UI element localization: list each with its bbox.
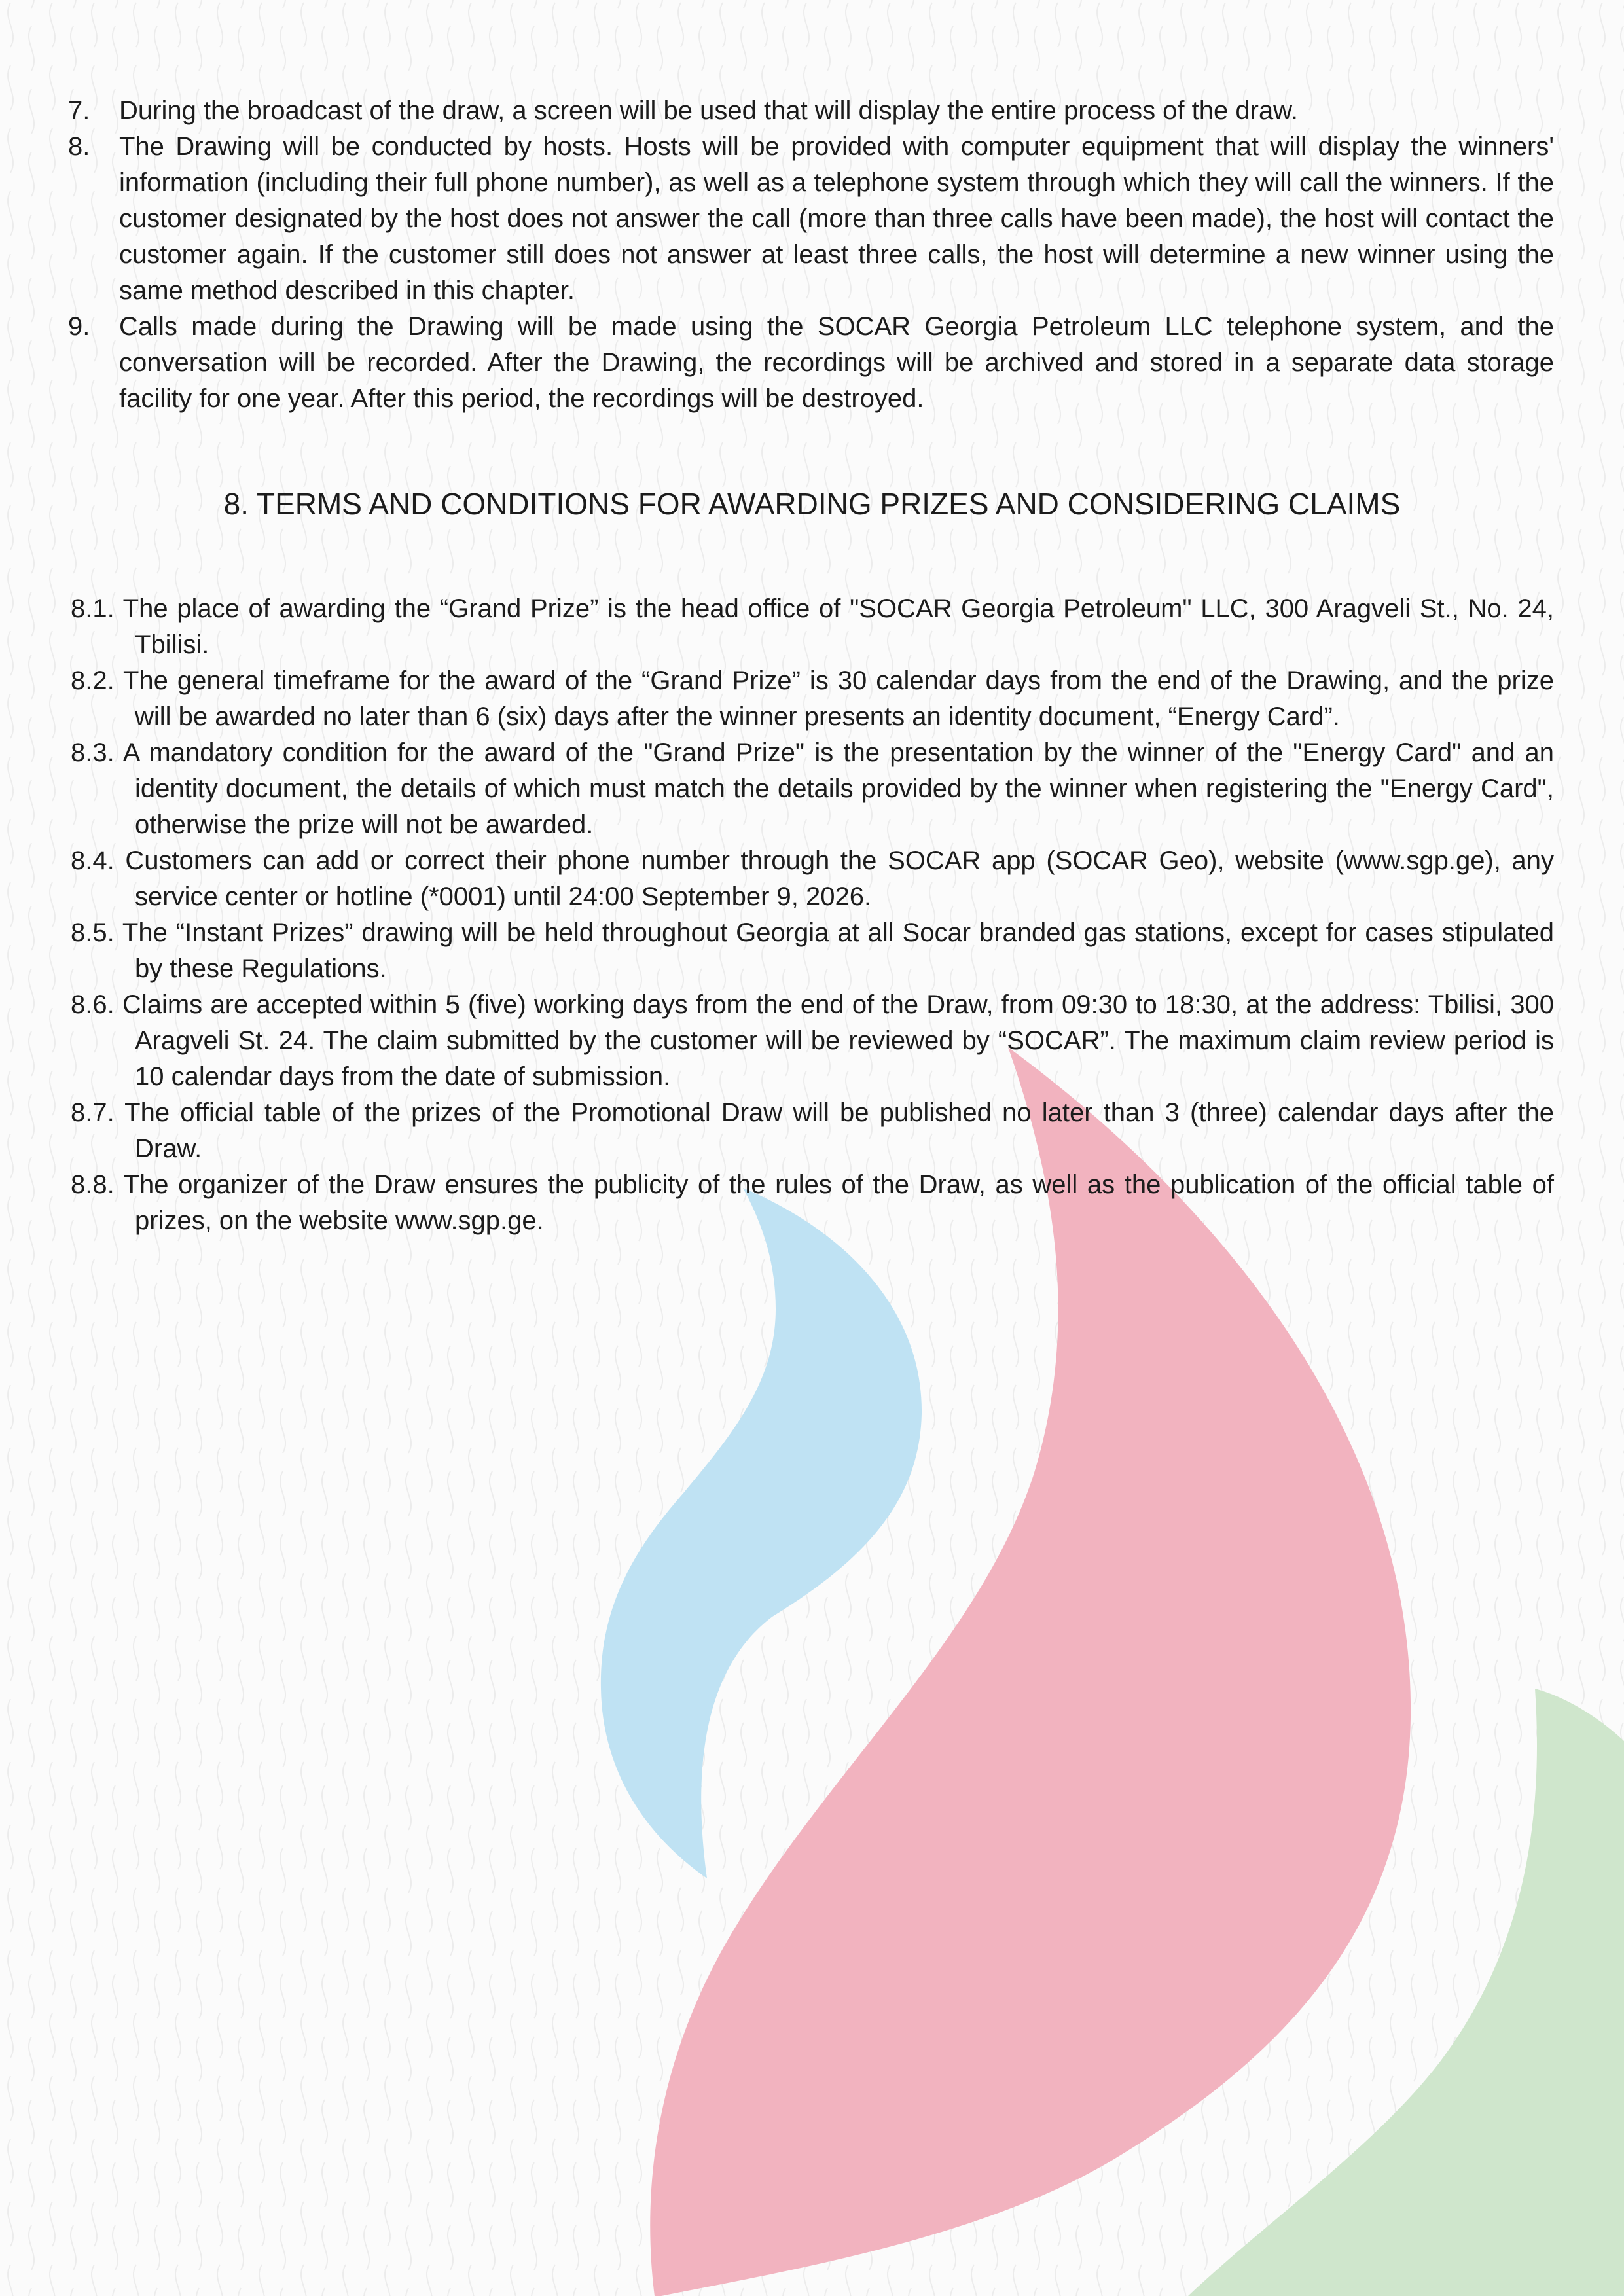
clause-item (71, 735, 1554, 843)
item-number: 9. (68, 312, 90, 341)
clause-text: A mandatory condition for the award of the "Grand Prize" is the presentation by the winner of the "Energy Card" and an identity document, the details of which must match the details provided by the winner when registering the "Energy Card", otherwise the prize will not be awarded. (122, 738, 1555, 839)
clause-item (71, 1167, 1554, 1239)
clause-text: The place of awarding the “Grand Prize” is the head office of "SOCAR Georgia Petroleum" LLC, 300 Aragveli St., No. 24, Tbilisi. (122, 594, 1554, 659)
list-item (68, 129, 1554, 309)
clause-text: The “Instant Prizes” drawing will be held throughout Georgia at all Socar branded gas stations, except for cases stipulated by these Regulations. (122, 918, 1554, 983)
clause-item (71, 915, 1554, 987)
clause-item (71, 843, 1554, 915)
clause-text: Customers can add or correct their phone number through the SOCAR app (SOCAR Geo), website (www.sgp.ge), any service center or hotline (*0001) until 24:00 September 9, 2026. (125, 846, 1554, 911)
clause-number: 8.5. (71, 918, 115, 947)
clause-number: 8.1. (71, 594, 115, 623)
item-number: 7. (68, 96, 90, 125)
clause-number: 8.4. (71, 846, 115, 875)
list-item (68, 309, 1554, 417)
item-text: The Drawing will be conducted by hosts. Hosts will be provided with computer equipment that will display the winners' information (including their full phone number), as well as a telephone system through which they will call the winners. If the customer designated by the host does not answer the call (more than three calls have been made), the host will contact the customer again. If the customer still does not answer at least three calls, the host will determine a new winner using the same method described in this chapter. (119, 132, 1554, 305)
clause-list (71, 591, 1554, 1239)
item-number: 8. (68, 132, 90, 161)
clause-number: 8.6. (71, 990, 115, 1019)
clause-number: 8.7. (71, 1098, 115, 1127)
clause-item (71, 1095, 1554, 1167)
numbered-list (68, 93, 1554, 417)
clause-number: 8.3. (71, 738, 115, 767)
clause-text: The organizer of the Draw ensures the publicity of the rules of the Draw, as well as the publication of the official table of prizes, on the website www.sgp.ge. (123, 1170, 1555, 1235)
clause-number: 8.8. (71, 1170, 115, 1199)
clause-text: The official table of the prizes of the Promotional Draw will be published no later than 3 (three) calendar days after the Draw. (124, 1098, 1555, 1163)
clause-item (71, 591, 1554, 663)
clause-text: The general timeframe for the award of the “Grand Prize” is 30 calendar days from the end of the Drawing, and the prize will be awarded no later than 6 (six) days after the winner presents an identity document, “Energy Card”. (122, 666, 1554, 731)
clause-number: 8.2. (71, 666, 115, 695)
list-item (68, 93, 1554, 129)
item-text: Calls made during the Drawing will be made using the SOCAR Georgia Petroleum LLC telephone system, and the conversation will be recorded. After the Drawing, the recordings will be archived and stored in a separate data storage facility for one year. After this period, the recordings will be destroyed. (119, 312, 1554, 413)
clause-text: Claims are accepted within 5 (five) working days from the end of the Draw, from 09:30 to 18:30, at the address: Tbilisi, 300 Aragveli St. 24. The claim submitted by the customer will be reviewed by “SOCAR”. The maximum claim review period is 10 calendar days from the date of submission. (122, 990, 1554, 1091)
section-heading: 8. TERMS AND CONDITIONS FOR AWARDING PRIZES AND CONSIDERING CLAIMS (223, 487, 1401, 521)
clause-item (71, 663, 1554, 735)
item-text: During the broadcast of the draw, a screen will be used that will display the entire process of the draw. (119, 96, 1298, 125)
clause-item (71, 987, 1554, 1095)
